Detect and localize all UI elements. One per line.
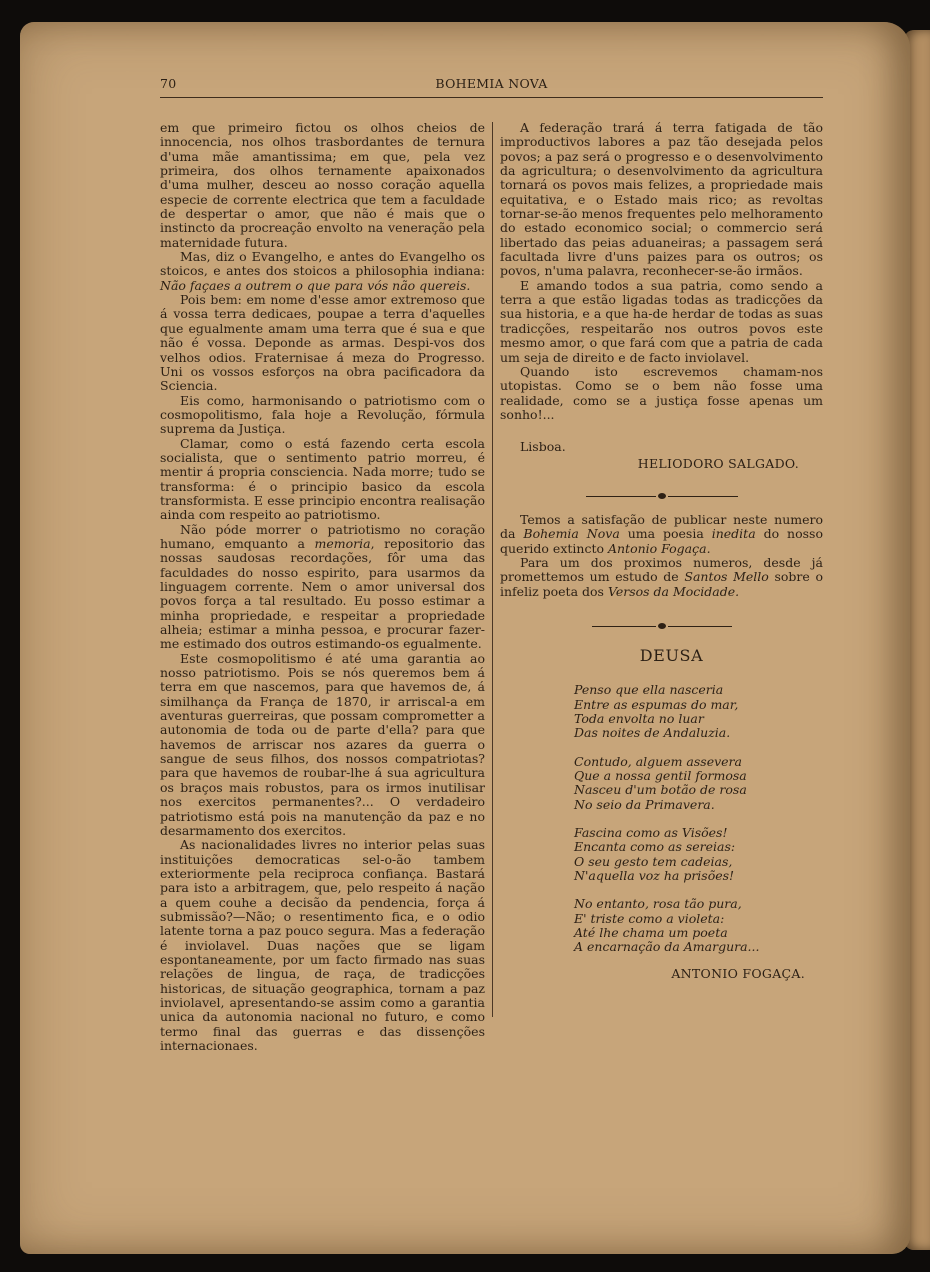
header-rule xyxy=(160,97,823,98)
paragraph-text: Mas, diz o Evangelho, e antes do Evangelho os stoicos, e antes dos stoicos a philosophia indiana: xyxy=(160,249,485,279)
poem-line: E' triste como a violeta: xyxy=(574,910,725,926)
poem-line: A encarnação da Amargura... xyxy=(574,939,760,955)
notice-paragraph xyxy=(500,513,823,556)
editorial-notice xyxy=(500,513,823,599)
article-signature: HELIODORO SALGADO. xyxy=(637,455,799,471)
poem-line: No seio da Primavera. xyxy=(574,796,715,812)
paragraph xyxy=(160,250,485,293)
poem-line: Contudo, alguem assevera xyxy=(574,753,742,769)
poem-line: Até lhe chama um poeta xyxy=(574,925,728,941)
poem-line: Nasceu d'um botão de rosa xyxy=(574,782,747,798)
left-column xyxy=(160,121,485,1053)
memoria-italic: memoria xyxy=(314,535,371,551)
column-divider xyxy=(492,122,493,1017)
poem-line: Penso que ella nasceria xyxy=(574,682,724,698)
poem-line: Das noites de Andaluzia. xyxy=(574,725,731,741)
divider-ornament xyxy=(658,623,666,629)
paragraph: Eis como, harmonisando o patriotismo com o cosmopolitismo, fala hoje a Revolução, fórmula suprema da Justiça. xyxy=(160,392,485,437)
poem-line: Entre as espumas do mar, xyxy=(574,696,739,712)
notice-text: do nosso querido extincto xyxy=(500,526,823,556)
paragraph: Este cosmopolitismo é até uma garantia ao nosso patriotismo. Pois se nós queremos bem á terra em que nascemos, para que havemos de, á similhança da França de 1870, ir arriscal-a em aventuras guerreiras, que possam comprometter a autonomia de toda ou de parte d'ella? para que havemos de arriscar nos azares da guerra o sangue de seus filhos, dos nossos compatriotas? para que havemos de roubar-lhe á sua agricultura os braços mais robustos, para os irmos inutilisar nos exercitos permanentes?... O verdadeiro patriotismo está pois na manutenção da paz e no desarmamento dos exercitos. xyxy=(160,650,485,838)
notice-italic: Bohemia Nova xyxy=(523,526,620,542)
poem-line: Que a nossa gentil formosa xyxy=(574,768,747,784)
paragraph: Pois bem: em nome d'esse amor extremoso que á vossa terra dedicaes, poupae a terra d'aquelles que egualmente amam uma terra que é sua e que não é vossa. Deponde as armas. Despi-vos dos velhos odios. Fraternisae á meza do Progresso. Uni os vossos esforços na obra pacificadora da Sciencia. xyxy=(160,292,485,394)
notice-italic: Santos Mello xyxy=(684,569,769,585)
poem-line: N'aquella voz ha prisões! xyxy=(574,868,735,884)
poem-title: DEUSA xyxy=(639,645,704,665)
notice-italic: Versos da Mocidade. xyxy=(607,583,740,599)
notice-italic: inedita xyxy=(711,526,756,542)
poem-stanza xyxy=(574,755,823,812)
ornamental-divider xyxy=(586,493,738,501)
paragraph-text: Não póde morrer o patriotismo no coração humano, emquanto a xyxy=(160,521,485,551)
notice-text: Temos a satisfação de publicar neste numero da xyxy=(500,511,823,542)
poem-line: Encanta como as sereias: xyxy=(574,839,736,855)
paragraph: E amando todos a sua patria, como sendo a terra a que estão ligadas todas as tradicções da sua historia, e a que ha-de herdar de todas as suas tradicções, respeitarão nos outros povos este mesmo amor, o que fará com que a patria de cada um seja de direito e de facto inviolavel. xyxy=(500,277,823,365)
notice-paragraph xyxy=(500,556,823,599)
place-line: Lisboa. xyxy=(520,439,566,455)
paragraph: As nacionalidades livres no interior pelas suas instituições democraticas sel-o-ão tambem exteriormente pela reciproca confiança. Bastará para isto a arbitragem, que, pelo respeito á nação a quem couhe a decisão da pendencia, força á submissão?—Não; o resentimento fica, e o odio latente torna a paz pouco segura. Mas a federação é inviolavel. Duas nações que se ligam espontaneamente, por um facto firmado nas suas relações de lingua, de raça, de tradicções historicas, de situação geographica, tornam a paz inviolavel, apresentando-se assim como a garantia unica da autonomia nacional no futuro, e como termo final das guerras e das dissenções internacionaes. xyxy=(160,837,485,1053)
poem-body xyxy=(500,683,823,955)
divider-line xyxy=(592,626,656,627)
quote-italic: Não façaes a outrem o que para vós não quereis. xyxy=(160,277,471,293)
notice-italic: Antonio Fogaça. xyxy=(607,540,711,556)
divider-ornament xyxy=(658,493,666,499)
poem-author: ANTONIO FOGAÇA. xyxy=(671,965,805,981)
notice-text: sobre o infeliz poeta dos xyxy=(500,569,823,599)
right-column xyxy=(500,121,823,981)
poem-line: No entanto, rosa tão pura, xyxy=(574,896,742,912)
poem-stanza xyxy=(574,826,823,883)
paragraph: Quando isto escrevemos chamam-nos utopistas. Como se o bem não fosse uma realidade, como se a justiça fosse apenas um sonho!... xyxy=(500,363,823,422)
divider-line xyxy=(668,496,738,497)
paragraph: em que primeiro fictou os olhos cheios de innocencia, nos olhos trasbordantes de ternura d'uma mãe amantissima; em que, pela vez primeira, dos olhos ternamente apaixonados d'uma mulher, desceu ao nosso coração aquella especie de corrente electrica que tem a faculdade de despertar o amor, que não é mais que o instincto da procreação envolto na veneração pela maternidade futura. xyxy=(160,120,485,250)
poem-stanza xyxy=(574,683,823,740)
publication-title: BOHEMIA NOVA xyxy=(435,76,548,91)
ornamental-divider xyxy=(592,623,732,631)
notice-text: uma poesia xyxy=(627,526,704,542)
paragraph-text: , repositorio das nossas saudosas recordações, fôr uma das faculdades do nosso espirito, para usarmos da linguagem corrente. Nem o amor universal dos povos força a tal resultado. Eu posso estimar a minha propriedade, e respeitar a propriedade alheia; estimar a minha pessoa, e procurar fazer-me estimado dos outros estimando-os egualmente. xyxy=(160,535,485,652)
poem-line: O seu gesto tem cadeias, xyxy=(574,853,733,869)
page-number: 70 xyxy=(160,76,177,91)
divider-line xyxy=(668,626,732,627)
poem-line: Toda envolta no luar xyxy=(574,711,704,726)
paragraph: Clamar, como o está fazendo certa escola socialista, que o sentimento patrio morreu, é mentir á propria consciencia. Nada morre; tudo se transforma: é o principio basico da escola transformista. E esse principio encontra realisação ainda com respeito ao patriotismo. xyxy=(160,435,485,523)
paragraph xyxy=(160,523,485,652)
running-head xyxy=(160,76,823,94)
divider-line xyxy=(586,496,656,497)
notice-text: Para um dos proximos numeros, desde já promettemos um estudo de xyxy=(500,554,823,585)
poem-line: Fascina como as Visões! xyxy=(574,825,728,841)
paragraph: A federação trará á terra fatigada de tão improductivos labores a paz tão desejada pelos povos; a paz será o progresso e o desenvolvimento da agricultura; o desenvolvimento da agricultura tornará os povos mais felizes, a propriedade mais equitativa, e o Estado mais rico; as revoltas tornar-se-ão menos frequentes pelo melhoramento do estado economico social; o commercio será libertado das peias aduaneiras; a passagem será facultada livre d'uns paizes para os outros; os povos, n'uma palavra, reconhecer-se-ão irmãos. xyxy=(500,120,823,279)
poem-stanza xyxy=(574,897,823,954)
